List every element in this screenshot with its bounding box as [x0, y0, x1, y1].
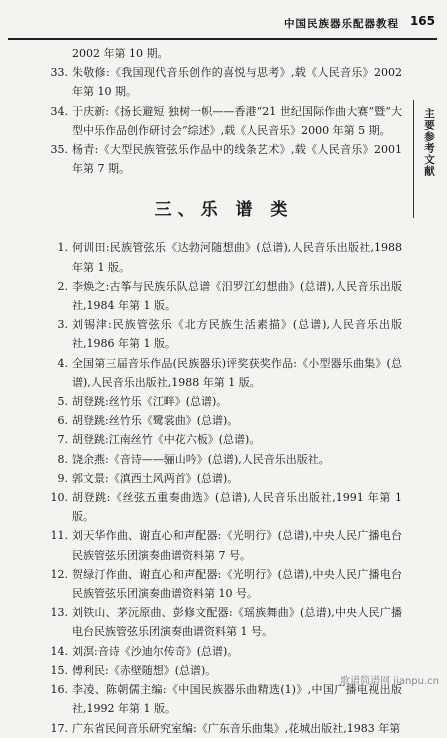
item-text: 刘溟:音诗《沙迪尔传奇》(总谱)。: [72, 644, 239, 658]
list-item: [40, 315, 402, 353]
item-number: 34.: [50, 104, 68, 118]
item-text: 朱敬修:《我国现代音乐创作的喜悦与思考》,载《人民音乐》2002 年第 10 期。: [72, 66, 402, 99]
item-number: 2.: [57, 279, 68, 293]
item-text: 杨青:《大型民族管弦乐作品中的线条艺术》,载《人民音乐》2001 年第 7 期。: [72, 143, 402, 176]
list-item: [40, 63, 402, 101]
item-text: 饶余燕:《音诗——骊山吟》(总谱),人民音乐出版社。: [72, 452, 330, 466]
item-text: 胡登跳:江南丝竹《中花六板》(总谱)。: [72, 433, 261, 447]
item-text: 傅利民:《赤壁随想》(总谱)。: [72, 663, 217, 677]
list-item: [40, 238, 402, 276]
section-title: 三、乐 谱 类: [154, 200, 294, 221]
item-text: 李凌、陈朝儒主编:《中国民族器乐曲精选(1)》,中国广播电视出版社,1992 年第 1 版。: [72, 683, 402, 716]
item-text: 胡登跳:丝竹乐《江畔》(总谱)。: [72, 395, 228, 409]
list-item: [40, 430, 402, 449]
list-item: [40, 140, 402, 178]
item-number: 17.: [50, 721, 68, 735]
item-text: 广东省民间音乐研究室编:《广东音乐曲集》,花城出版社,1983 年第: [72, 721, 401, 735]
item-number: 4.: [57, 356, 68, 370]
list-item: [40, 565, 402, 603]
list-item: [40, 719, 402, 738]
list-item: [40, 642, 402, 661]
list-item: [40, 277, 402, 315]
item-number: 3.: [57, 318, 68, 332]
list-item: [40, 469, 402, 488]
item-text: 何训田:民族管弦乐《达勃河随想曲》(总谱),人民音乐出版社,1988 年第 1 版。: [72, 241, 402, 274]
list-item: [40, 102, 402, 140]
item-text: 全国第三届音乐作品(民族器乐)评奖获奖作品:《小型器乐曲集》(总谱),人民音乐出版社,1988 年第 1 版。: [72, 356, 402, 389]
item-number: 33.: [50, 66, 68, 80]
side-tab: [413, 100, 442, 218]
reference-list: [40, 63, 402, 178]
item-number: 1.: [57, 241, 68, 255]
item-number: 7.: [57, 433, 68, 447]
page-number: 165: [409, 14, 435, 28]
header-rule: [8, 38, 437, 40]
item-number: 16.: [50, 683, 68, 697]
item-text: 李焕之:古筝与民族乐队总谱《汨罗江幻想曲》(总谱),人民音乐出版社,1984 年第 1 版。: [72, 279, 402, 313]
item-text: 刘铁山、茅沅原曲、彭修文配器:《瑶族舞曲》(总谱),中央人民广播电台民族管弦乐团演奏曲谱资料第 1 号。: [72, 606, 402, 639]
side-tab-label: 主要参考文献: [423, 108, 435, 177]
item-text: 刘锡津:民族管弦乐《北方民族生活素描》(总谱),人民音乐出版社,1986 年第 1 版。: [72, 318, 402, 351]
list-item: [40, 411, 402, 430]
item-number: 15.: [50, 663, 68, 677]
book-title: 中国民族器乐配器教程: [284, 18, 399, 30]
list-item: [40, 488, 402, 526]
item-text: 于庆新:《扬长避短 独树一帜——香港“21 世纪国际作曲大赛”暨“大型中乐作品创作研讨会”综述》,载《人民音乐》2000 年第 5 期。: [72, 104, 402, 137]
list-item: [40, 526, 402, 564]
watermark: 歌谱简谱网 jianpu.cn: [340, 676, 439, 687]
page-content: [40, 44, 402, 738]
continued-entry: 2002 年第 10 期。: [72, 47, 169, 60]
item-text: 刘天华作曲、谢直心和声配器:《光明行》(总谱),中央人民广播电台民族管弦乐团演奏曲谱资料第 7 号。: [72, 529, 402, 562]
list-item: [40, 603, 402, 641]
item-text: 郭文景:《滇西土风两首》(总谱)。: [72, 471, 239, 485]
item-number: 13.: [50, 606, 68, 620]
list-item: [40, 354, 402, 392]
item-number: 8.: [57, 452, 68, 466]
page-header: [0, 0, 447, 42]
item-text: 胡登跳:丝竹乐《鹭裳曲》(总谱)。: [72, 414, 239, 428]
item-number: 35.: [50, 143, 68, 157]
item-text: 胡登跳:《丝弦五重奏曲选》(总谱),人民音乐出版社,1991 年第 1 版。: [72, 491, 402, 524]
list-item: [40, 450, 402, 469]
item-number: 9.: [57, 471, 68, 485]
item-number: 14.: [50, 644, 68, 658]
item-number: 12.: [50, 567, 68, 581]
item-number: 11.: [50, 529, 68, 543]
list-item: [40, 392, 402, 411]
score-list: [40, 238, 402, 737]
item-text: 贺绿汀作曲、谢直心和声配器:《光明行》(总谱),中央人民广播电台民族管弦乐团演奏曲谱资料第 10 号。: [72, 567, 402, 601]
item-number: 5.: [57, 395, 68, 409]
item-number: 10.: [50, 491, 68, 505]
item-number: 6.: [57, 414, 68, 428]
